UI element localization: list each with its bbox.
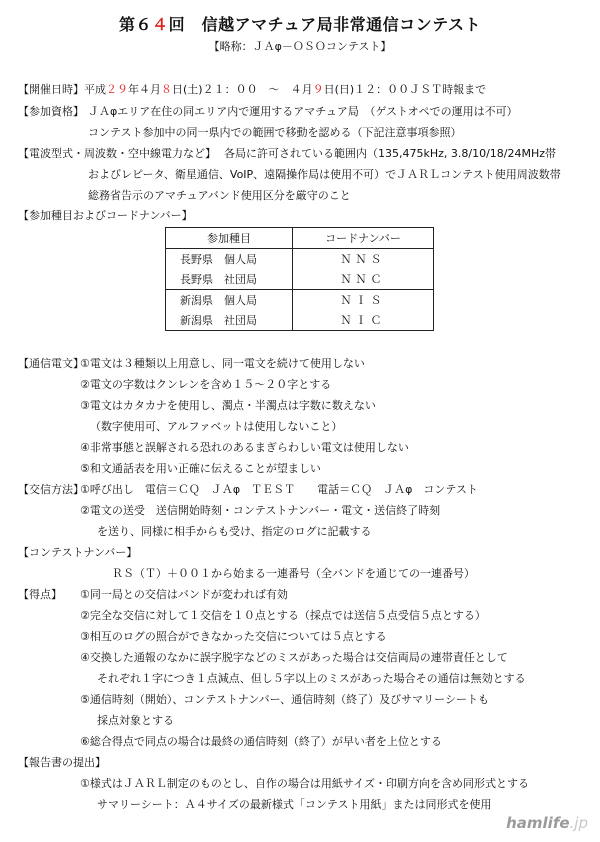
mode-line-3: 総務省告示のアマチュアバンド使用区分を厳守のこと [88, 189, 351, 202]
number-line-1: ＲＳ（Ｔ）＋００１から始まる一連番号（全バンドを通じての一連番号） [112, 567, 475, 580]
report-line-1: ①様式はＪＡＲＬ制定のものとし、自作の場合は用紙サイズ・印刷方向を含め同形式とする [80, 777, 529, 790]
page-title: 第６４回 信越アマチュア局非常通信コンテスト [119, 15, 481, 34]
message-line-1: ①電文は３種類以上用意し、同一電文を続けて使用しない [80, 357, 365, 370]
score-line-1: ①同一局との交信はバンドが変われば有効 [80, 588, 288, 601]
message-label: 【通信電文】 [18, 357, 84, 370]
categories-label: 【参加種目およびコードナンバー】 [18, 209, 193, 222]
table-row: 新潟県 社団局 ＮＩＣ [166, 310, 434, 331]
message-line-2: ②電文の字数はクンレンを含め１５～２０字とする [80, 378, 332, 391]
hamlife-logo: hamlife.jp [506, 814, 588, 832]
categories-table [165, 227, 434, 331]
table-row: 新潟県 個人局 ＮＩＳ [166, 290, 434, 311]
exchange-line-2: ②電文の送受 送信開始時刻・コンテストナンバー・電文・送信終了時刻 [80, 504, 441, 517]
score-line-7: 採点対象とする [97, 714, 174, 727]
score-line-6: ⑤通信時刻（開始）、コンテストナンバー、通信時刻（終了）及びサマリーシートも [80, 693, 489, 706]
table-header-category: 参加種目 [166, 228, 293, 249]
score-line-2: ②完全な交信に対して１交信を１０点とする（採点では送信５点受信５点とする） [80, 609, 486, 622]
report-line-2: サマリーシート：Ａ４サイズの最新様式「コンテスト用紙」または同形式を使用 [97, 798, 492, 811]
mode-label: 【電波型式・周波数・空中線電力など】 [18, 147, 216, 160]
mode-line-1: 各局に許可されている範囲内（135,475kHz, 3.8/10/18/24MHz帯 [224, 147, 557, 160]
mode-line-2: およびレピータ、衛星通信、VoIP、遠隔操作局は使用不可）でＪＡＲＬコンテスト使用周波数帯 [88, 168, 561, 181]
score-line-4: ④交換した通報のなかに誤字脱字などのミスがあった場合は交信両局の連帯責任として [80, 651, 508, 664]
number-label: 【コンテストナンバー】 [18, 546, 138, 559]
table-row: 長野県 個人局 ＮＮＳ [166, 249, 434, 270]
subtitle: 【略称：ＪＡφ－ＯＳＯコンテスト】 [208, 40, 392, 53]
message-line-5: ④非常事態と誤解される恐れのあるまぎらわしい電文は使用しない [80, 441, 409, 454]
table-row: 長野県 社団局 ＮＮＣ [166, 269, 434, 290]
exchange-label: 【交信方法】 [18, 483, 84, 496]
score-line-5: それぞれ１字につき１点減点、但し５字以上のミスがあった場合その通信は無効とする [97, 672, 526, 685]
table-header-code: コードナンバー [293, 228, 434, 249]
eligibility-line-1: ＪＡφエリア在住の同エリア内で運用するアマチュア局 （ゲストオペでの運用は不可） [88, 105, 518, 118]
period-line: 【開催日時】平成２９年４月８日(土)２１：００ ～ ４月９日(日)１２：００ＪＳＴ時報まで [18, 83, 487, 96]
exchange-line-3: を送り、同様に相手からも受け、指定のログに記載する [97, 525, 372, 538]
report-label: 【報告書の提出】 [18, 756, 106, 769]
eligibility-line-2: コンテスト参加中の同一県内での範囲で移動を認める（下記注意事項参照） [88, 126, 462, 139]
message-line-3: ③電文はカタカナを使用し、濁点・半濁点は字数に数えない [80, 399, 376, 412]
score-line-3: ③相互のログの照合ができなかった交信については５点とする [80, 630, 387, 643]
score-label: 【得点】 [18, 588, 62, 601]
exchange-line-1: ①呼び出し 電信＝ＣＱ ＪＡφ ＴＥＳＴ 電話＝ＣＱ ＪＡφ コンテスト [80, 483, 478, 496]
message-line-4: （数字使用可、アルファベットは使用しないこと） [90, 420, 343, 433]
message-line-6: ⑤和文通話表を用い正確に伝えることが望ましい [80, 462, 321, 475]
score-line-8: ⑥総合得点で同点の場合は最終の通信時刻（終了）が早い者を上位とする [80, 735, 442, 748]
eligibility-label: 【参加資格】 [18, 105, 84, 118]
